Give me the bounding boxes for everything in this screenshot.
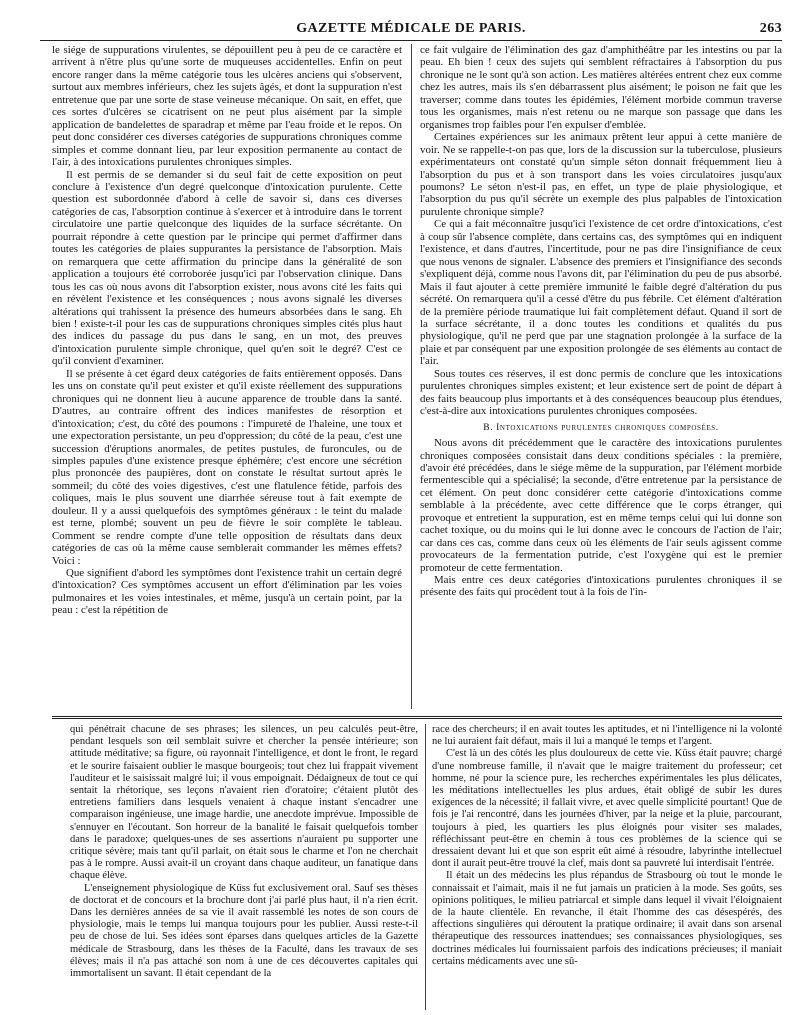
- paragraph: C'est là un des côtés les plus douloureux de cette vie. Küss était pauvre; chargé d'une nombreuse famille, il n'avait que le maigre traitement du professeur; cet homme, né pour la science pure, les recherches expérimentales les plus délicates, les méditations intellectuelles les plus ardues, était obligé de subir les dures exigences de la nécessité; il fallait vivre, et avec quelle simplicité pourtant! Que de fois je l'ai rencontré, dans les journées d'hiver, par la neige et la pluie, parcourant, toujours à pied, les quartiers les plus éloignés pour visiter ses malades, réfléchissant peut-être en chemin à tous ces problèmes de la science qui se dressaient devant lui et que son esprit eût aimé à résoudre, labyrinthe intellectuel dont il aurait peut-être trouvé la clef, mais dont sa pauvreté lui interdisait l'entrée.: [432, 748, 782, 870]
- column-divider: [411, 44, 412, 709]
- paragraph: Nous avons dit précédemment que le caractère des intoxications purulentes chroniques composées consistait dans deux conditions spéciales : la première, d'avoir été précédées, dans le siége même de la suppuration, par l'élément morbide fermentescible qui a spécialisé; la seconde, d'être entretenue par la persistance de cet élément. On peut donc considérer cette catégorie d'intoxications comme semblable à la précédente, avec cette différence que le corps étranger, qui provoque et entretient la suppuration, est en même temps celui qui lui donne son cachet toxique, ou du moins qui le lui donne avec le concours de l'action de l'air; car dans ces cas, comme dans ceux où les éléments de l'air seuls agissent comme provocateurs de la fermentation putride, c'est l'oxygène qui est le premier promoteur de cette fermentation.: [420, 437, 782, 574]
- lower-left-column: [70, 724, 418, 1010]
- paragraph: le siége de suppurations virulentes, se dépouillent peu à peu de ce caractère et arrivent à n'être plus qu'une sorte de muqueuses accidentelles. Enfin on peut encore ranger dans la même catégorie tous les ulcères anciens qui s'observent, surtout aux membres inférieurs, chez les sujets âgés, et dont la suppuration n'est entretenue que par une sorte de stase veineuse mécanique. On sait, en effet, que ces sortes d'ulcères se cicatrisent on ne peut plus aisément par la simple application de bandelettes de sparadrap et même par l'eau froide et le repos. On peut donc considérer ces diverses catégories de suppurations chroniques comme simples et comme donnant lieu, par leur exposition permanente au contact de l'air, à des intoxications purulentes chroniques simples.: [52, 44, 402, 169]
- paragraph: L'enseignement physiologique de Küss fut exclusivement oral. Sauf ses thèses de doctorat et de concours et la brochure dont j'ai parlé plus haut, il n'a rien écrit. Dans les dernières années de sa vie il avait rassemblé les notes de son cours de physiologie, mais le temps lui manqua toujours pour les publier. Aussi reste-t-il peu de chose de lui. Ses idées sont éparses dans quelques articles de la Gazette médicale de Strasbourg, dans les thèses de la Faculté, dans les travaux de ses élèves; mais il n'a pas attaché son nom à une de ces découvertes capitales qui immortalisent un savant. Il était cependant de la: [70, 882, 418, 980]
- section-letter: B.: [483, 422, 494, 433]
- journal-title: GAZETTE MÉDICALE DE PARIS.: [296, 21, 526, 36]
- paragraph: qui pénétrait chacune de ses phrases; les silences, un peu calculés peut-être, pendant lesquels son œil semblait suivre et chercher la pensée intérieure; son attitude méditative; sa figure, où rayonnait l'intelligence, et dont le front, le regard et le sourire faisaient oublier le masque bourgeois; tout chez lui frappait vivement l'auditeur et le saisissait malgré lui; il vous empoignait. Dédaigneux de tout ce qui sentait la rhétorique, ses leçons n'avaient rien d'oratoire; c'étaient plutôt des entretiens familiers dans lesquels venaient à chaque instant s'encadrer une comparaison ingénieuse, une image hardie, une anecdote imprévue. Impossible de s'ennuyer en l'écoutant. Son horreur de la banalité le faisait quelquefois tomber dans le paradoxe; quelques-unes de ses assertions n'auraient pu supporter une critique sévère; mais tant qu'il parlait, on était sous le charme et l'on ne cherchait pas à le rompre. Aussi avait-il un croyant dans chaque auditeur, un fanatique dans chaque élève.: [70, 724, 418, 882]
- paragraph: Il se présente à cet égard deux catégories de faits entièrement opposés. Dans les uns on constate qu'il peut exister et qu'il existe réellement des suppurations chroniques qui ne donnent lieu à aucune apparence de trouble dans la santé. D'autres, au contraire offrent des indices manifestes de résorption et d'intoxication; c'est, du côté des poumons : l'impureté de l'haleine, une toux et une expectoration persistante, un peu d'oppression; du côté de la peau, c'est une succession d'éruptions anormales, de petites pustules, de furoncules, ou de simples papules d'une existence presque éphémère; c'est encore une sécrétion plus prononcée des paupières, dont on constate le résultat surtout après le sommeil; du côté des voies digestives, c'est une flatulence fétide, parfois des coliques, mais le plus souvent une diarrhée séreuse tout à fait exempte de douleur. Il y a aussi quelquefois des symptômes généraux : le teint du malade est terne, plombé; souvent un peu de fièvre le soir complète le tableau. Comment se rendre compte d'une telle opposition de résultats dans deux catégories de cas où la même cause semblerait commander les mêmes effets? Voici :: [52, 367, 402, 567]
- paragraph: Ce qui a fait méconnaître jusqu'ici l'existence de cet ordre d'intoxications, c'est à coup sûr l'absence complète, dans certains cas, des symptômes qui en indiquent l'existence, et dans d'autres, l'incertitude, pour ne pas dire l'insignifiance de ceux que nous venons de signaler. L'absence des premiers et l'insignifiance des seconds s'expliquent déjà, comme nous l'avons dit, par l'élimination du peu de pus absorbé. Mais il faut ajouter à cette première immunité le faible degré d'altération du pus sécrété. On remarquera qu'il a cessé d'être du pus fébrile. Cet élément d'altération de la première période traumatique lui fait complètement défaut. Quand il sort de la surface sécrétante, il a donc toutes les conditions et qualités du pus physiologique, qu'il ne perd que par une stagnation prolongée à la surface de la plaie et par conséquent par une exposition prolongée de ses éléments au contact de l'air.: [420, 218, 782, 368]
- section-heading: [420, 422, 782, 434]
- upper-right-column: [420, 44, 782, 709]
- page-header: [40, 14, 782, 41]
- paragraph: Mais entre ces deux catégories d'intoxications purulentes chroniques il se présente des faits qui procèdent tout à la fois de l'in-: [420, 574, 782, 599]
- upper-left-column: [52, 44, 402, 709]
- column-divider: [425, 724, 426, 1010]
- paragraph: Sous toutes ces réserves, il est donc permis de conclure que les intoxications purulentes chroniques simples existent; et leur existence sert de point de départ à des faits beaucoup plus importants et à des conséquences beaucoup plus étendues, c'est-à-dire aux intoxications purulentes chroniques composées.: [420, 367, 782, 418]
- paragraph: Certaines expériences sur les animaux prêtent leur appui à cette manière de voir. Ne se rappelle-t-on pas que, lors de la discussion sur la tuberculose, plusieurs expérimentateurs ont constaté qu'un simple séton donnait fréquemment lieu à l'absorption du pus et à son transport dans les voies circulatoires jusqu'aux poumons? Le séton n'est-il pas, en effet, un type de plaie physiologique, et l'absorption du pus qu'il sécrète un exemple des plus palpables de l'intoxication purulente chronique simple?: [420, 131, 782, 218]
- lower-right-column: [432, 724, 782, 1010]
- paragraph: Que signifient d'abord les symptômes dont l'existence trahit un certain degré d'intoxication? Ces symptômes accusent un effort d'élimination par les voies pulmonaires et les voies intestinales, et même, jusqu'à un certain point, par la peau : c'est la répétition de: [52, 567, 402, 617]
- paragraph: ce fait vulgaire de l'élimination des gaz d'amphithéâtre par les intestins ou par la peau. Eh bien ! ceux des sujets qui semblent réfractaires à l'absorption du pus chronique ne le sont qu'à son action. Les matières altérées entrent chez eux comme chez les autres, mais ils s'en débarrassent plus aisément; le poison ne fait que les traverser; comme dans toutes les épidémies, l'élément morbide commun traverse tous les organismes, mais n'est retenu ou ne marque son passage que dans les organismes trop faibles pour l'en expulser d'emblée.: [420, 44, 782, 131]
- feuilleton-separator: [52, 716, 782, 719]
- paragraph: Il est permis de se demander si du seul fait de cette exposition on peut conclure à l'existence d'un degré quelconque d'intoxication purulente. Cette question est subordonnée d'abord à celle de savoir si, dans ces diverses catégories de cas, l'absorption continue à s'exercer et à introduire dans le torrent circulatoire une partie quelconque des liquides de la surface sécrétante. On pourrait répondre à cette question par le principe qui permet d'affirmer dans toutes les catégories de plaies suppurantes la persistance de l'absorption. Mais on remarquera que cette affirmation du principe dans la généralité de son application a toujours été corroborée jusqu'ici par l'observation clinique. Dans tous les cas où nous avons dit l'absorption exister, nous avons cité les faits qui en révèlent l'existence et les conséquences ; nous avons signalé les diverses altérations qui trahissent la présence des humeurs absorbées dans le sang. Eh bien ! existe-t-il pour les cas de suppurations chroniques simples cités plus haut des indices du passage du pus dans le sang, en un mot, des preuves d'intoxication purulente simple chronique, quel qu'en soit le degré? C'est ce qu'il convient d'examiner.: [52, 168, 402, 368]
- section-title: Intoxications purulentes chroniques composées.: [496, 422, 719, 433]
- paragraph: race des chercheurs; il en avait toutes les aptitudes, et ni l'intelligence ni la volonté ne lui auraient fait défaut, mais il lui a manqué le temps et l'argent.: [432, 724, 782, 748]
- page-number: 263: [759, 21, 782, 36]
- paragraph: Il était un des médecins les plus répandus de Strasbourg où tout le monde le connaissait et l'aimait, mais il ne fut jamais un praticien à la mode. Ses goûts, ses opinions politiques, le milieu patriarcal et simple dans lequel il vivait l'éloignaient de la haute clientèle. En revanche, il était l'homme des cas désespérés, des affections singulières qui déroutent la pratique ordinaire; il avait dans son arsenal thérapeutique des ressources inattendues; ses connaissances physiologiques, ses doctrines médicales lui fournissaient parfois des indications précieuses; il maniait certains médicaments avec une sû-: [432, 870, 782, 967]
